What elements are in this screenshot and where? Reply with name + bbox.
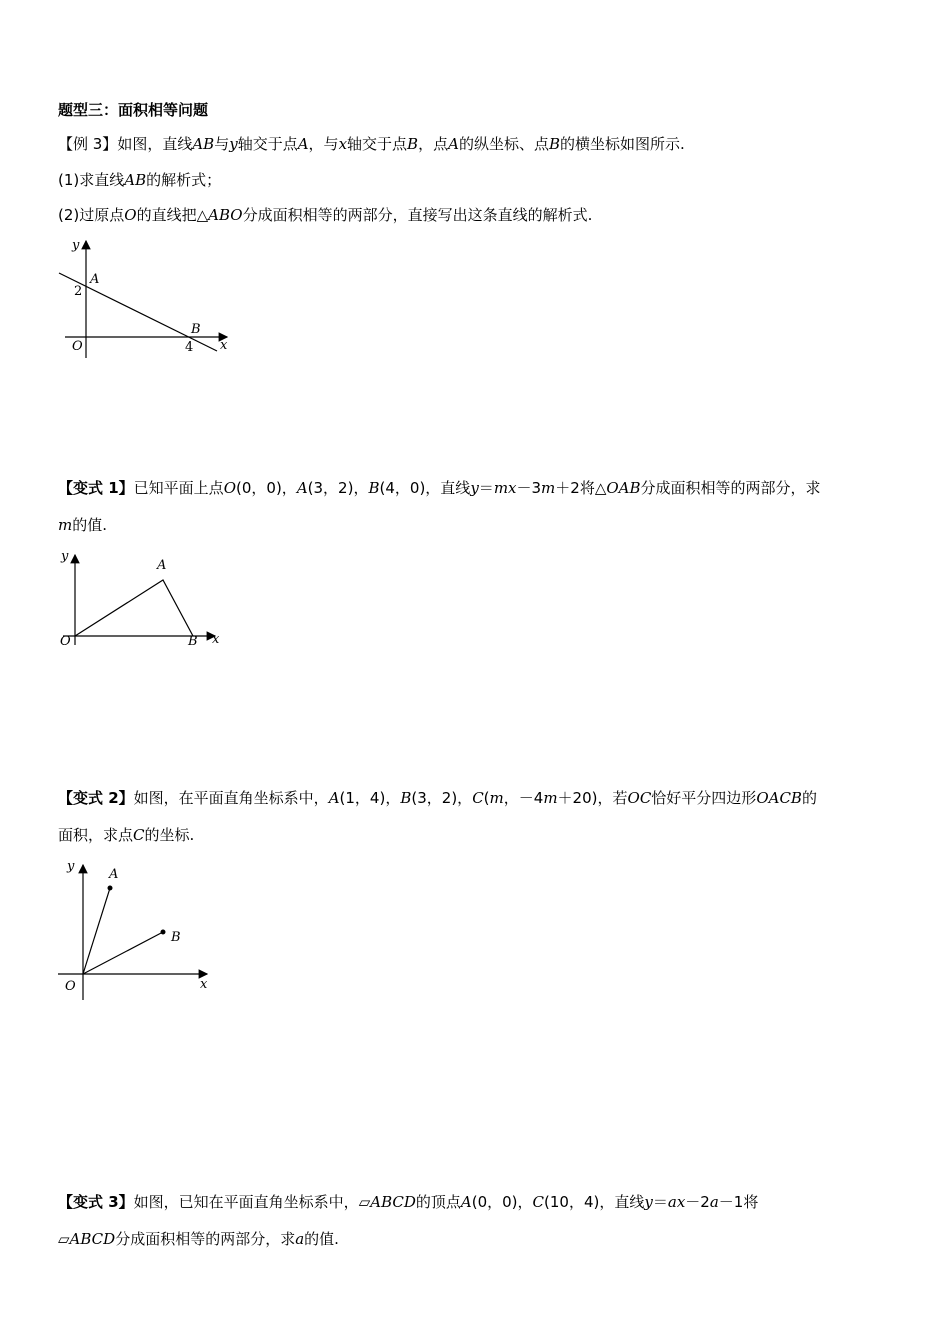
variant1-figure — [55, 545, 230, 655]
example3-label: 【例 3】 — [58, 135, 118, 153]
fig-label-y: y — [61, 549, 69, 564]
fig-label-x: x — [212, 632, 220, 647]
fig-label-x: x — [220, 338, 228, 353]
segment-oa — [83, 888, 110, 974]
segment-ob — [83, 932, 163, 974]
variant3-statement: 【变式 3】如图，已知在平面直角坐标系中，▱ABCD的顶点A(0，0)，C(10，4)，直线y＝ax－2a－1将 — [58, 1193, 759, 1211]
fig-label-y: y — [72, 238, 80, 253]
variant2-statement: 【变式 2】如图，在平面直角坐标系中，A(1，4)，B(3，2)，C(m，－4m＋20)，若OC恰好平分四边形OACB的 — [58, 789, 817, 807]
fig-label-a: A — [109, 867, 119, 882]
variant1-label: 【变式 1】 — [58, 479, 134, 497]
point-a — [108, 886, 113, 891]
example3-figure — [55, 235, 240, 365]
variant2-figure — [55, 855, 220, 1005]
fig-label-x: x — [200, 977, 208, 992]
fig-label-o: O — [72, 339, 83, 354]
variant2-statement-cont: 面积，求点C的坐标. — [58, 826, 195, 844]
fig-label-2: 2 — [74, 284, 83, 299]
parallelogram-symbol: ▱ — [58, 1230, 70, 1248]
variant1-statement: 【变式 1】已知平面上点O(0，0)，A(3，2)，B(4，0)，直线y＝mx－3m＋2将△OAB分成面积相等的两部分，求 — [58, 479, 821, 497]
example3-statement: 【例 3】如图，直线AB与y轴交于点A，与x轴交于点B，点A的纵坐标、点B的横坐标如图所示. — [58, 135, 685, 153]
variant3-label: 【变式 3】 — [58, 1193, 134, 1211]
section-title: 题型三：面积相等问题 — [58, 101, 209, 119]
fig-label-b: B — [171, 930, 181, 945]
fig-label-b: B — [191, 322, 201, 337]
example3-question-1: (1)求直线AB的解析式； — [58, 171, 222, 189]
fig-label-y: y — [67, 859, 75, 874]
point-b — [161, 930, 166, 935]
variant2-label: 【变式 2】 — [58, 789, 134, 807]
fig-label-o: O — [60, 634, 71, 649]
fig-label-4: 4 — [185, 340, 194, 355]
fig-label-a: A — [90, 272, 100, 287]
triangle-oab — [75, 580, 193, 636]
example3-question-2: (2)过原点O的直线把△ABO分成面积相等的两部分，直接写出这条直线的解析式. — [58, 206, 593, 224]
fig-label-b: B — [188, 634, 198, 649]
variant1-statement-cont: m的值. — [58, 516, 108, 534]
fig-label-o: O — [65, 979, 76, 994]
fig-label-a: A — [157, 558, 167, 573]
variant3-statement-cont: ▱ABCD分成面积相等的两部分，求a的值. — [58, 1230, 339, 1248]
line-ab — [59, 273, 217, 351]
parallelogram-symbol: ▱ — [358, 1193, 371, 1211]
